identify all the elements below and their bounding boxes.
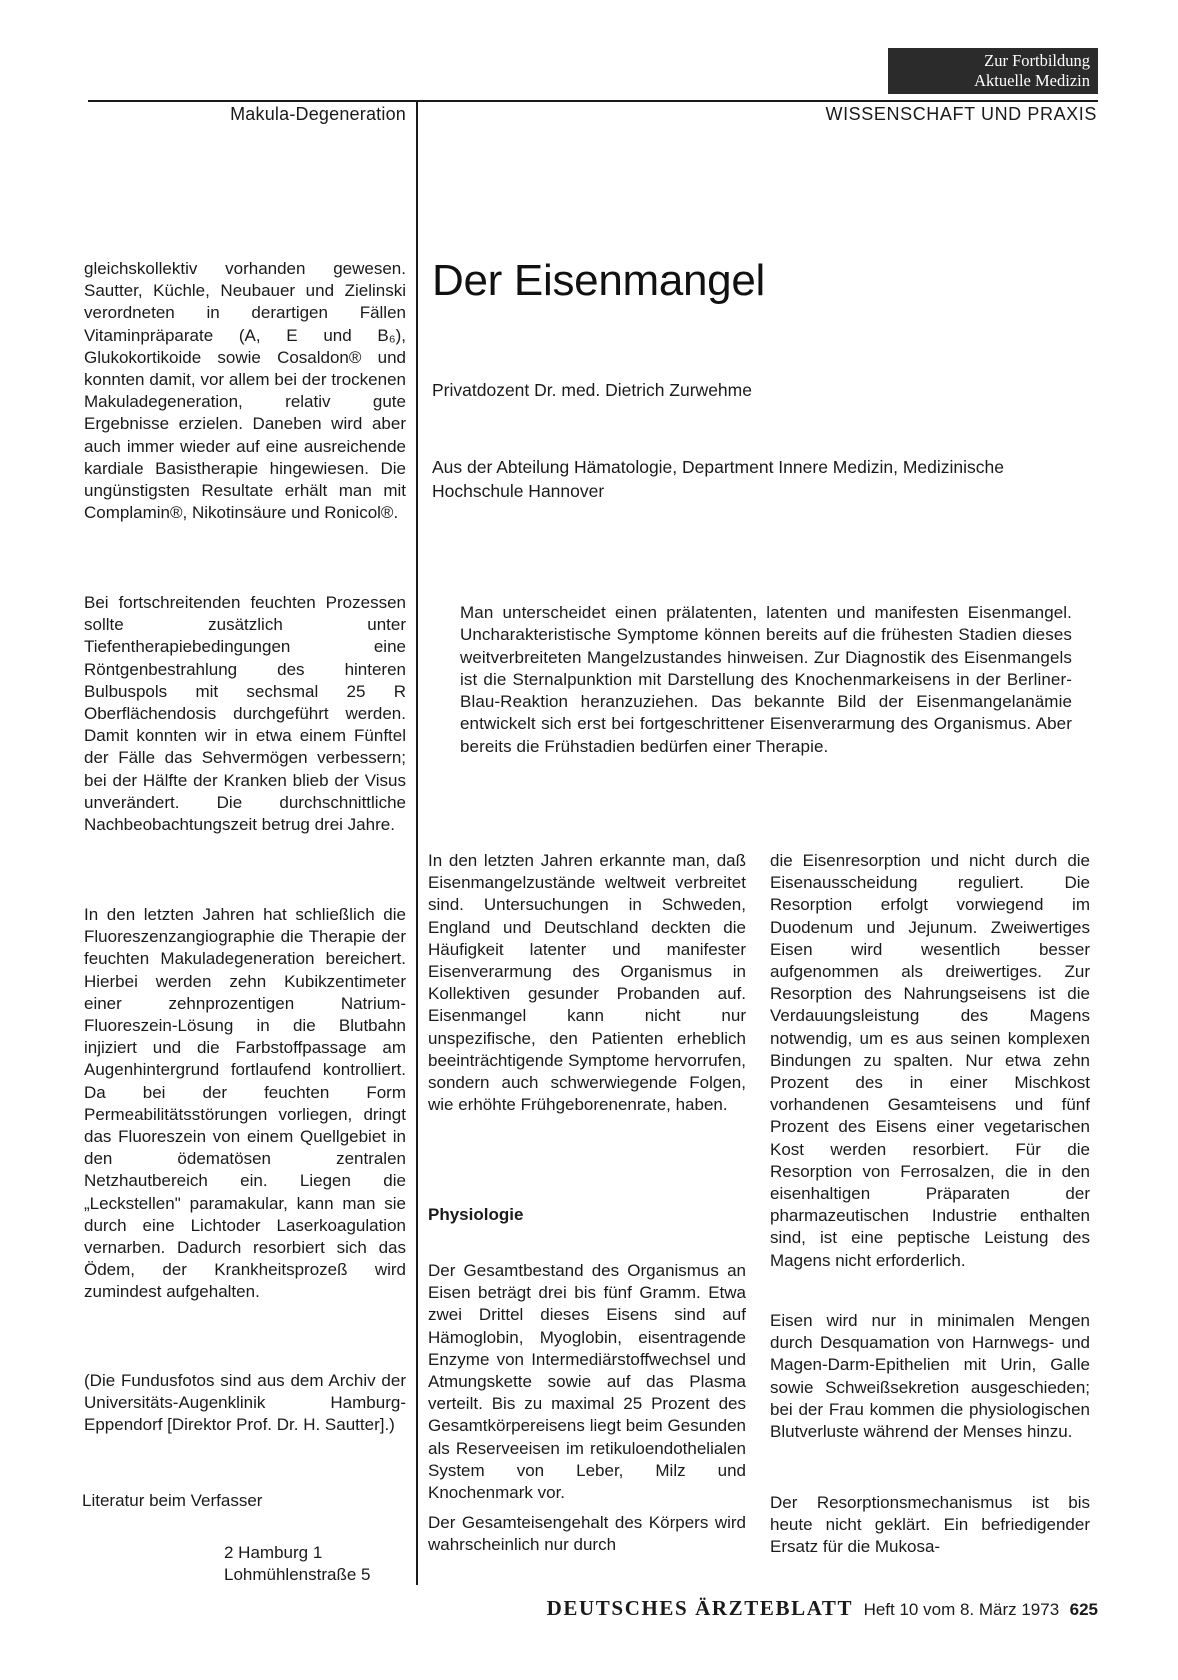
right-paragraph-1: die Eisenresorption und nicht durch die Eisenausscheidung reguliert. Die Resorption erfolgt vorwiegend im Duodenum und Jejunum. Zweiwertiges Eisen wird wesentlich besser aufgenommen als dreiwertiges. Zur Resorption des Nahrungseisens ist die Verdauungsleistung des Magens notwendig, um es aus seinen komplexen Bindungen zu spalten. Nur etwa zehn Prozent des in einer Mischkost vorhandenen Gesamteisens und fünf Prozent des Eisens einer vegetarischen Kost werden resorbiert. Für die Resorption von Ferrosalzen, die in den eisenhaltigen Präparaten der pharmazeutischen Industrie enthalten sind, ist eine peptische Leistung des Magens nicht erforderlich. <box>770 851 1090 1270</box>
journal-name: DEUTSCHES ÄRZTEBLATT <box>546 1596 854 1620</box>
badge-line-1: Zur Fortbildung <box>984 51 1090 70</box>
left-paragraph-3: In den letzten Jahren hat schließlich die Fluoreszenzangiographie die Therapie der feuchten Makuladegeneration bereichert. Hierbei werden zehn Kubikzentimeter einer zehnprozentigen Natrium-Fluoreszein-Lösung in die Blutbahn injiziert und die Farbstoffpassage am Augenhintergrund fortlaufend kontrolliert. Da bei der feuchten Form Permeabilitätsstörungen vorliegen, dringt das Fluoreszein von einem Quellgebiet in den ödematösen zentralen Netzhautbereich ein. Liegen die „Leckstellen" paramakular, kann man sie durch eine Lichtoder Laserkoagulation vernarben. Dadurch resorbiert sich das Ödem, der Krankheitsprozeß wird zumindest aufgehalten. <box>84 905 406 1302</box>
header-rule <box>88 100 1098 102</box>
issue-info: Heft 10 vom 8. März 1973 <box>863 1600 1060 1619</box>
middle-paragraph-1: In den letzten Jahren erkannte man, daß Eisenmangelzustände weltweit verbreitet sind. Untersuchungen in Schweden, England und Deutschland deckten die Häufigkeit latenter und manifester Eisenverarmung des Organismus in Kollektiven gesunder Probanden auf. Eisenmangel kann nicht nur unspezifische, den Patienten erheblich beeinträchtigende Symptome hervorrufen, sondern auch schwerwiegende Folgen, wie erhöhte Frühgeborenenrate, haben. <box>428 851 746 1115</box>
article-affiliation: Aus der Abteilung Hämatologie, Department Innere Medizin, Medizinische Hochschule Hannover <box>432 457 1004 501</box>
address-line-1: 2 Hamburg 1 <box>224 1543 323 1562</box>
badge-line-2: Aktuelle Medizin <box>974 71 1090 90</box>
right-paragraph-3: Der Resorptionsmechanismus ist bis heute nicht geklärt. Ein befriedigender Ersatz für die Mukosa- <box>770 1493 1090 1557</box>
page-footer <box>490 1596 1098 1621</box>
author-address <box>224 1542 406 1586</box>
column-divider <box>416 100 418 1585</box>
left-paragraph-4: (Die Fundusfotos sind aus dem Archiv der Universitäts-Augenklinik Hamburg-Eppendorf [Direktor Prof. Dr. H. Sautter].) <box>84 1371 406 1435</box>
literature-note: Literatur beim Verfasser <box>82 1491 263 1510</box>
article-title: Der Eisenmangel <box>432 256 765 305</box>
middle-paragraph-3: Der Gesamteisengehalt des Körpers wird wahrscheinlich nur durch <box>428 1513 746 1555</box>
article-author: Privatdozent Dr. med. Dietrich Zurwehme <box>432 380 752 400</box>
page-number: 625 <box>1069 1600 1098 1619</box>
left-paragraph-1: gleichskollektiv vorhanden gewesen. Sautter, Küchle, Neubauer und Zielinski verordneten in derartigen Fällen Vitaminpräparate (A, E und B₆), Glukokortikoide sowie Cosaldon® und konnten damit, vor allem bei der trockenen Makuladegeneration, relativ gute Ergebnisse erzielen. Daneben wird aber auch immer wieder auf eine ausreichende kardiale Basistherapie hingewiesen. Die ungünstigsten Resultate erhält man mit Complamin®, Nikotinsäure und Ronicol®. <box>84 259 406 523</box>
running-head-right: WISSENSCHAFT UND PRAXIS <box>825 104 1097 124</box>
middle-paragraph-2: Der Gesamtbestand des Organismus an Eisen beträgt drei bis fünf Gramm. Etwa zwei Drittel dieses Eisens sind auf Hämoglobin, Myoglobin, eisentragende Enzyme von Intermediärstoffwechsel und Atmungskette sowie auf das Plasma verteilt. Bis zu maximal 25 Prozent des Gesamtkörpereisens liegt beim Gesunden als Reserveeisen im retikuloendothelialen System von Leber, Milz und Knochenmark vor. <box>428 1261 746 1503</box>
left-paragraph-2: Bei fortschreitenden feuchten Prozessen sollte zusätzlich unter Tiefentherapiebedingungen eine Röntgenbestrahlung des hinteren Bulbuspols mit sechsmal 25 R Oberflächendosis durchgeführt werden. Damit konnten wir in etwa einem Fünftel der Fälle das Sehvermögen verbessern; bei der Hälfte der Kranken blieb der Visus unverändert. Die durchschnittliche Nachbeobachtungszeit betrug drei Jahre. <box>84 593 406 835</box>
article-abstract: Man unterscheidet einen prälatenten, latenten und manifesten Eisenmangel. Uncharakteristische Symptome können bereits auf die frühesten Stadien dieses weitverbreiteten Mangelzustandes hinweisen. Zur Diagnostik des Eisenmangels ist die Sternalpunktion mit Darstellung des Knochenmarkeisens in der Berliner-Blau-Reaktion heranzuziehen. Das bekannte Bild der Eisenmangelanämie entwickelt sich erst bei fortgeschrittener Eisenverarmung des Organismus. Aber bereits die Frühstadien bedürfen einer Therapie. <box>460 603 1072 756</box>
address-line-2: Lohmühlenstraße 5 <box>224 1565 371 1584</box>
section-badge <box>888 48 1098 94</box>
section-heading: Physiologie <box>428 1205 524 1224</box>
running-head-left: Makula-Degeneration <box>230 104 406 124</box>
right-paragraph-2: Eisen wird nur in minimalen Mengen durch Desquamation von Harnwegs- und Magen-Darm-Epithelien mit Urin, Galle sowie Schweißsekretion ausgeschieden; bei der Frau kommen die physiologischen Blutverluste während der Menses hinzu. <box>770 1311 1090 1442</box>
